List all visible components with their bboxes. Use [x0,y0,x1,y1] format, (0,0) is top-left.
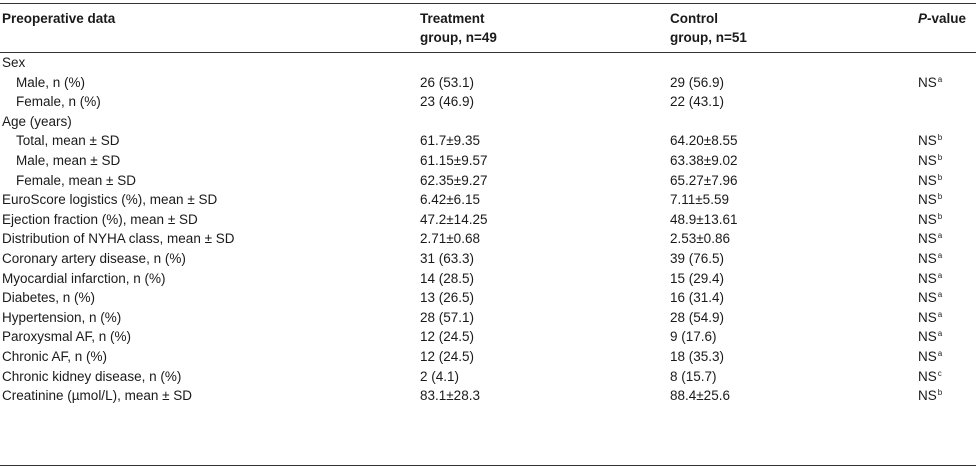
control-value: 18 (35.3) [670,348,725,364]
row-label: Age (years) [2,113,72,129]
header-p-value [918,9,966,28]
p-value [918,151,942,171]
p-value-footnote: a [937,290,943,300]
control-value: 16 (31.4) [670,290,725,306]
control-value: 39 (76.5) [670,250,725,266]
treatment-value: 2.71±0.68 [420,231,480,247]
top-rule [0,3,976,4]
p-value-footnote: b [937,172,943,182]
table-row [0,92,976,112]
control-value: 8 (15.7) [670,368,717,384]
p-value-footnote: a [937,309,943,319]
p-value-footnote: a [937,348,943,358]
p-value [918,229,942,249]
p-value [918,347,942,367]
header-control-line1: Control [670,11,718,26]
treatment-value: 14 (28.5) [420,270,475,286]
treatment-value: 23 (46.9) [420,94,475,110]
control-value: 7.11±5.59 [670,192,729,208]
p-value-text: NS [918,388,937,404]
p-value [918,327,942,347]
p-value-footnote: a [937,329,943,339]
row-label: Male, mean ± SD [16,152,121,168]
treatment-value: 2 (4.1) [420,368,460,384]
control-value: 63.38±9.02 [670,152,738,168]
p-value-footnote: b [937,133,943,143]
p-value [918,288,942,308]
table-row [0,367,976,387]
row-label: Female, n (%) [16,94,101,110]
p-value-text: NS [918,329,937,345]
p-value-text: NS [918,74,937,90]
p-value-text: NS [918,368,937,384]
p-value-text: NS [918,290,937,306]
header-control-line2: group, n=51 [670,30,747,45]
treatment-value: 12 (24.5) [420,329,475,345]
p-value [918,131,942,151]
p-value [918,210,942,230]
row-label: Diabetes, n (%) [2,290,96,306]
control-value: 88.4±25.6 [670,388,730,404]
header-preoperative-data: Preoperative data [2,11,116,26]
table-row [0,249,976,269]
row-label: Coronary artery disease, n (%) [2,250,186,266]
treatment-value: 61.15±9.57 [420,152,488,168]
table-row [0,131,976,151]
p-value-footnote: c [937,368,942,378]
treatment-value: 31 (63.3) [420,250,475,266]
table-row [0,386,976,406]
p-value [918,171,942,191]
p-value [918,112,919,132]
table-row [0,210,976,230]
treatment-value: 6.42±6.15 [420,192,480,208]
p-value-footnote: a [937,270,943,280]
p-value-text: NS [918,192,937,208]
table-header [0,9,976,53]
treatment-value: 83.1±28.3 [420,388,480,404]
control-value: 9 (17.6) [670,329,717,345]
treatment-value: 26 (53.1) [420,74,475,90]
row-label: Chronic kidney disease, n (%) [2,368,182,384]
treatment-value: 28 (57.1) [420,309,475,325]
table-row [0,308,976,328]
p-value-text: NS [918,133,937,149]
p-value-text: NS [918,250,937,266]
p-value [918,269,942,289]
p-value-footnote: b [937,152,943,162]
table-row [0,327,976,347]
control-value: 2.53±0.86 [670,231,730,247]
p-value-footnote: b [937,388,943,398]
header-p-rest: -value [927,11,967,26]
bottom-rule [0,465,976,466]
p-value [918,190,942,210]
row-label: Paroxysmal AF, n (%) [2,329,132,345]
header-control-group [670,9,747,47]
header-treatment-line1: Treatment [420,11,485,26]
treatment-value: 13 (26.5) [420,290,475,306]
control-value: 28 (54.9) [670,309,725,325]
row-label: Creatinine (µmol/L), mean ± SD [2,388,193,404]
table-row [0,53,976,73]
p-value [918,308,942,328]
p-value [918,249,942,269]
table-row [0,190,976,210]
control-value: 64.20±8.55 [670,133,738,149]
row-label: Female, mean ± SD [16,172,136,188]
control-value: 29 (56.9) [670,74,725,90]
table-row [0,229,976,249]
row-label: Ejection fraction (%), mean ± SD [2,211,198,227]
table-row [0,288,976,308]
table-row [0,151,976,171]
p-value-text: NS [918,172,937,188]
p-value-text: NS [918,231,937,247]
p-value-text: NS [918,270,937,286]
row-label: Sex [2,55,26,70]
control-value: 15 (29.4) [670,270,725,286]
p-value [918,386,942,406]
p-value [918,73,942,93]
row-label: Chronic AF, n (%) [2,348,108,364]
row-label: EuroScore logistics (%), mean ± SD [2,192,218,208]
p-value-footnote: a [937,250,943,260]
treatment-value: 12 (24.5) [420,348,475,364]
p-value-text: NS [918,211,937,227]
table-row [0,269,976,289]
treatment-value: 61.7±9.35 [420,133,480,149]
table-row [0,73,976,93]
control-value: 22 (43.1) [670,94,725,110]
p-value-footnote: b [937,211,943,221]
p-value-text: NS [918,348,937,364]
header-p-italic: P [918,11,928,26]
p-value-text: NS [918,309,937,325]
table-body [0,53,976,406]
p-value [918,367,942,387]
treatment-value: 62.35±9.27 [420,172,488,188]
table-row [0,112,976,132]
table-row [0,171,976,191]
table-row [0,347,976,367]
row-label: Total, mean ± SD [16,133,120,149]
p-value-footnote: b [937,192,943,202]
p-value [918,92,919,112]
row-label: Male, n (%) [16,74,86,90]
row-label: Hypertension, n (%) [2,309,122,325]
row-label: Distribution of NYHA class, mean ± SD [2,231,235,247]
header-treatment-line2: group, n=49 [420,30,497,45]
p-value-footnote: a [937,74,943,84]
row-label: Myocardial infarction, n (%) [2,270,166,286]
p-value-text: NS [918,152,937,168]
control-value: 65.27±7.96 [670,172,738,188]
p-value [918,53,919,73]
header-treatment-group [420,9,497,47]
p-value-footnote: a [937,231,943,241]
control-value: 48.9±13.61 [670,211,738,227]
treatment-value: 47.2±14.25 [420,211,488,227]
